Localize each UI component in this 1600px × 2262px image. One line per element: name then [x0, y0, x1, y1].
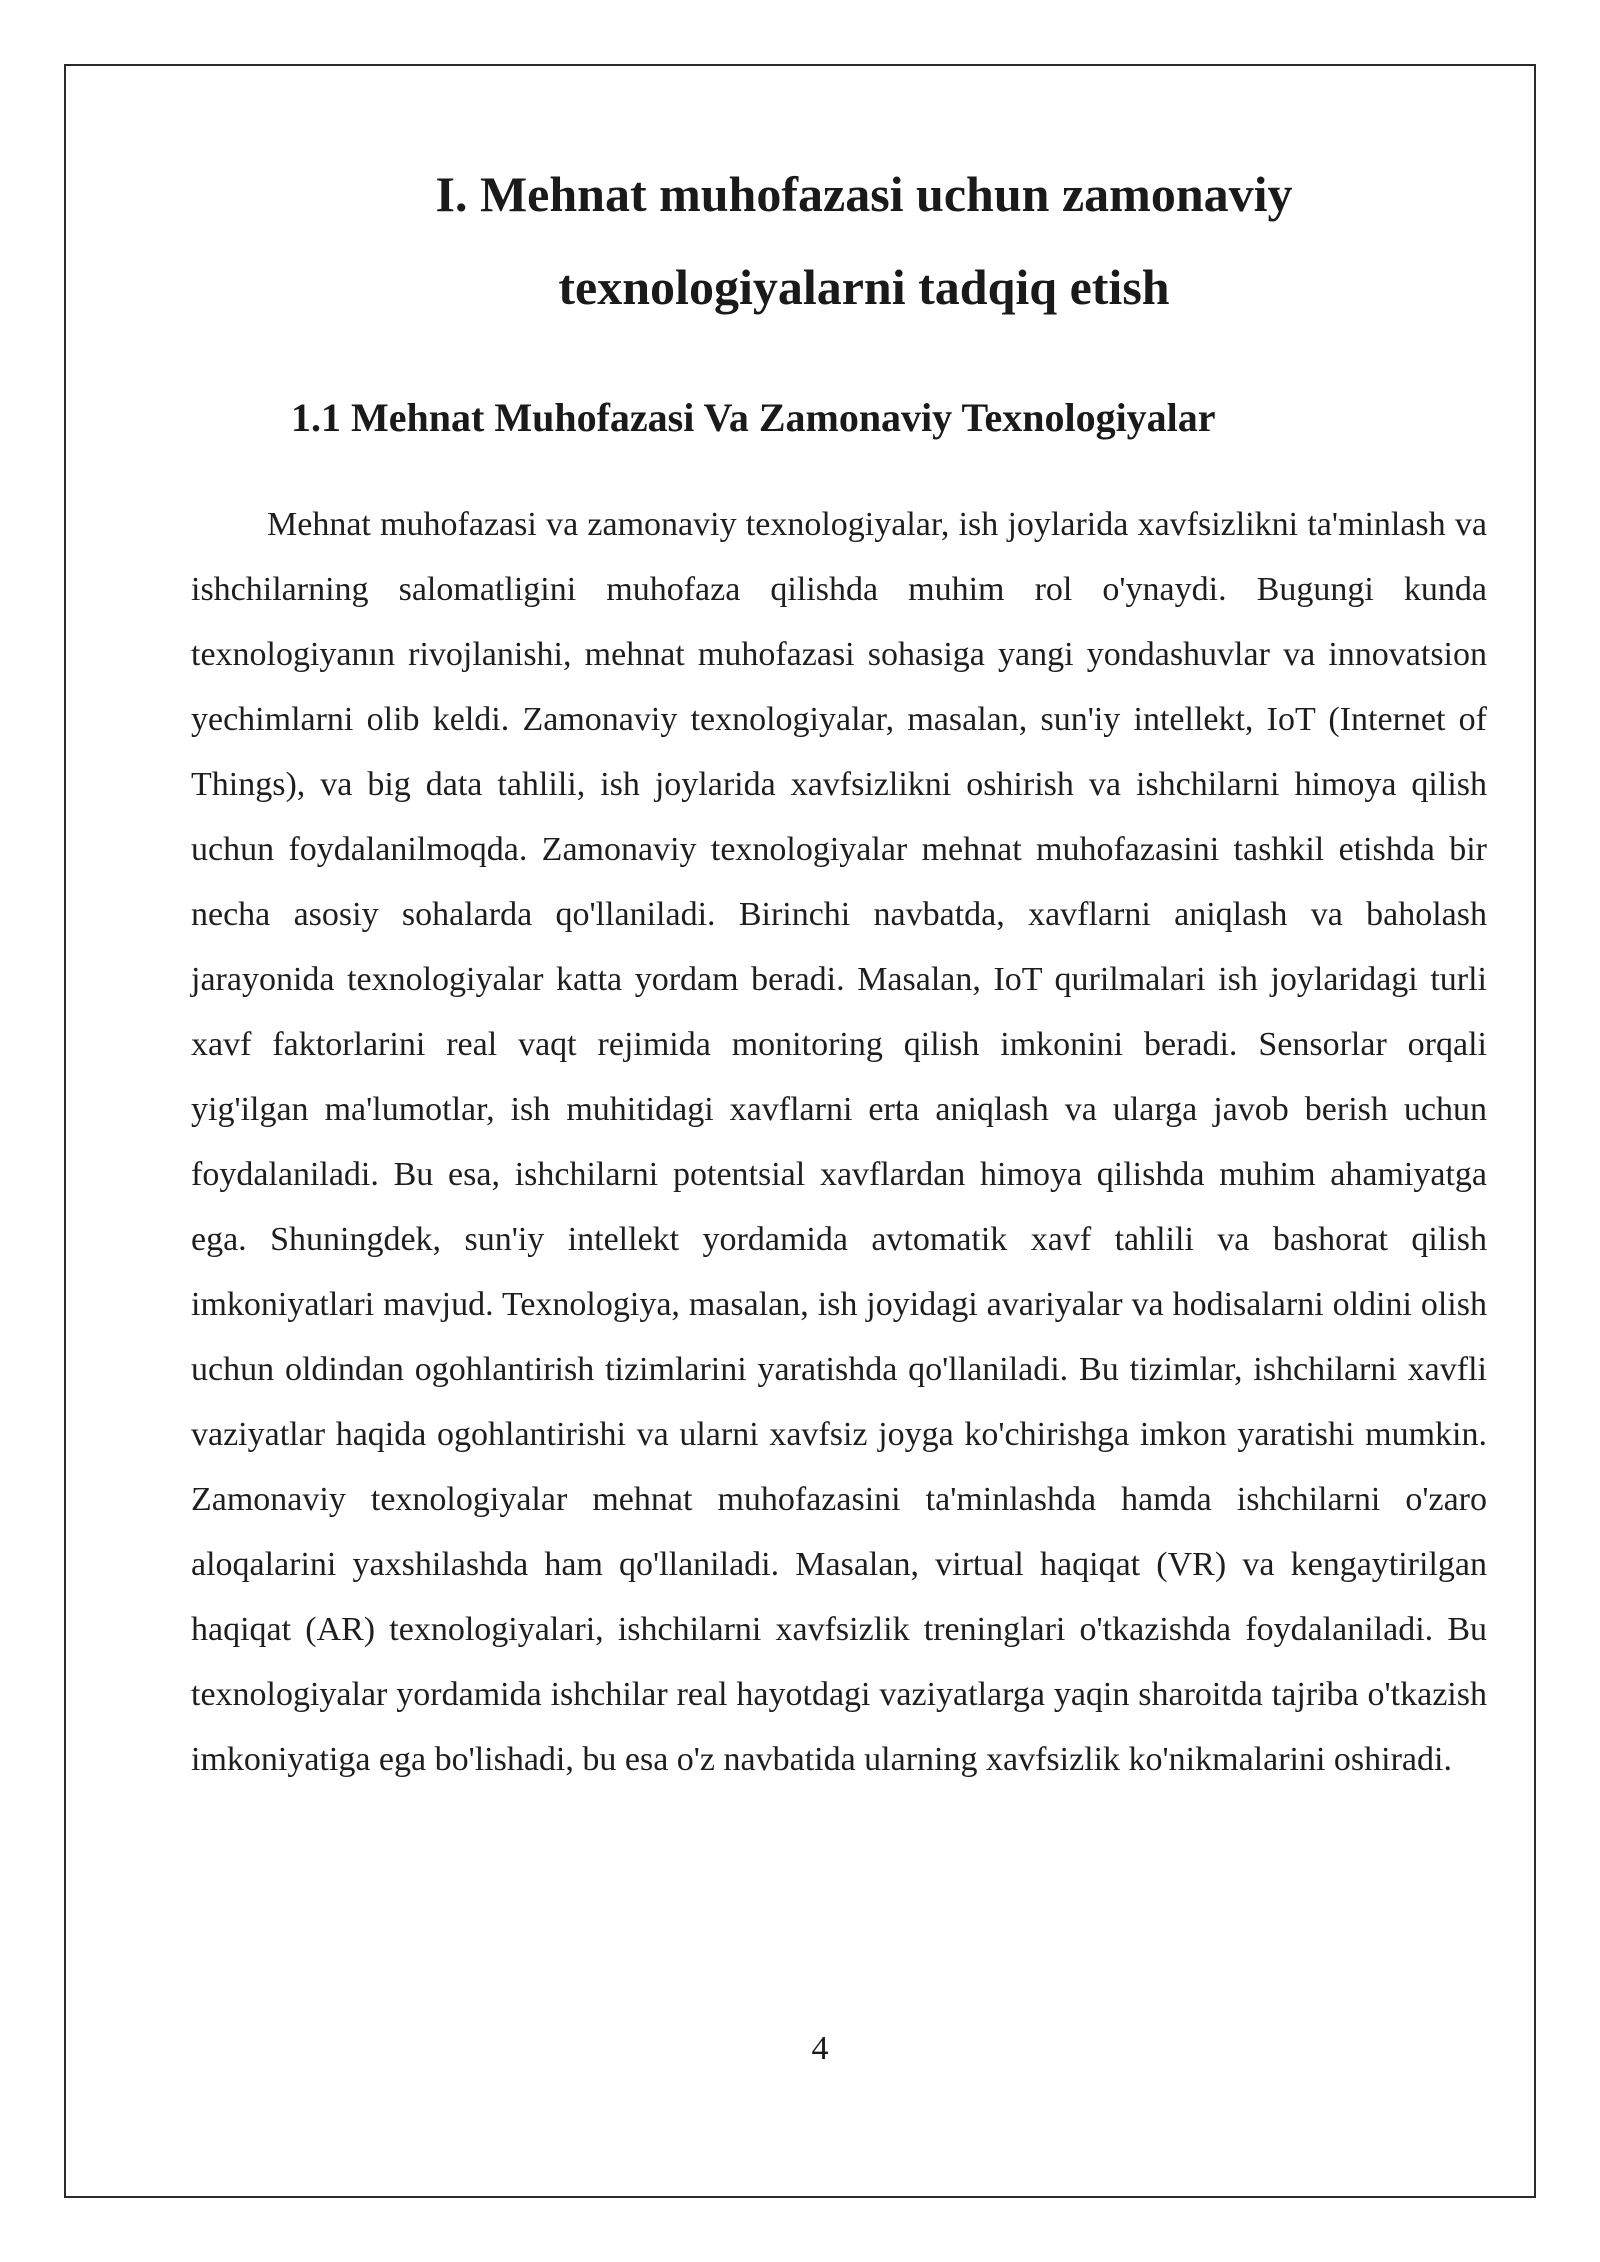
page-content	[191, 148, 1487, 1792]
body-paragraph: Mehnat muhofazasi va zamonaviy texnologiyalar, ish joylarida xavfsizlikni ta'minlash va ishchilarning salomatligini muhofaza qilishda muhim rol o'ynaydi. Bugungi kunda texnologiyanın rivojlanishi, mehnat muhofazasi sohasiga yangi yondashuvlar va innovatsion yechimlarni olib keldi. Zamonaviy texnologiyalar, masalan, sun'iy intellekt, IoT (Internet of Things), va big data tahlili, ish joylarida xavfsizlikni oshirish va ishchilarni himoya qilish uchun foydalanilmoqda. Zamonaviy texnologiyalar mehnat muhofazasini tashkil etishda bir necha asosiy sohalarda qo'llaniladi. Birinchi navbatda, xavflarni aniqlash va baholash jarayonida texnologiyalar katta yordam beradi. Masalan, IoT qurilmalari ish joylaridagi turli xavf faktorlarini real vaqt rejimida monitoring qilish imkonini beradi. Sensorlar orqali yig'ilgan ma'lumotlar, ish muhitidagi xavflarni erta aniqlash va ularga javob berish uchun foydalaniladi. Bu esa, ishchilarni potentsial xavflardan himoya qilishda muhim ahamiyatga ega. Shuningdek, sun'iy intellekt yordamida avtomatik xavf tahlili va bashorat qilish imkoniyatlari mavjud. Texnologiya, masalan, ish joyidagi avariyalar va hodisalarni oldini olish uchun oldindan ogohlantirish tizimlarini yaratishda qo'llaniladi. Bu tizimlar, ishchilarni xavfli vaziyatlar haqida ogohlantirishi va ularni xavfsiz joyga ko'chirishga imkon yaratishi mumkin. Zamonaviy texnologiyalar mehnat muhofazasini ta'minlashda hamda ishchilarni o'zaro aloqalarini yaxshilashda ham qo'llaniladi. Masalan, virtual haqiqat (VR) va kengaytirilgan haqiqat (AR) texnologiyalari, ishchilarni xavfsizlik treninglari o'tkazishda foydalaniladi. Bu texnologiyalar yordamida ishchilar real hayotdagi vaziyatlarga yaqin sharoitda tajriba o'tkazish imkoniyatiga ega bo'lishadi, bu esa o'z navbatida ularning xavfsizlik ko'nikmalarini oshiradi.	[191, 506, 1487, 1778]
chapter-title-line-1: I. Mehnat muhofazasi uchun zamonaviy	[435, 166, 1293, 222]
chapter-title	[191, 148, 1487, 334]
page-number: 4	[811, 2030, 829, 2067]
chapter-title-line-2: texnologiyalarni tadqiq etish	[558, 259, 1170, 315]
section-title: 1.1 Mehnat Muhofazasi Va Zamonaviy Texnologiyalar	[291, 395, 1216, 440]
